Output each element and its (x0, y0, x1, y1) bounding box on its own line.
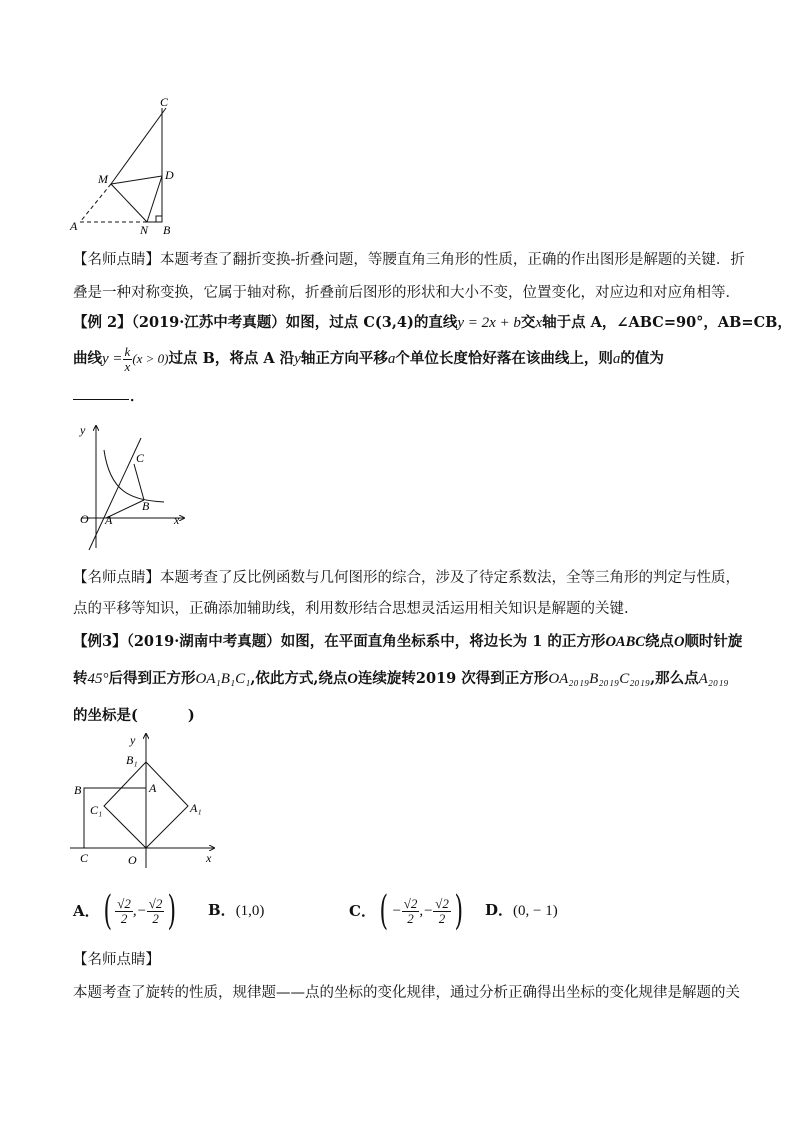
label-c3: C (80, 851, 89, 865)
formula-line: y = 2x + b (457, 315, 521, 331)
label-a3: A (149, 781, 157, 795)
example3-line2: 转45°后得到正方形OA₁B₁C₁,依此方式,绕点O连续旋转2019 次得到正方形OA₂₀₁₉B₂₀₁₉C₂₀₁₉,那么点A₂₀₁₉ (73, 670, 729, 687)
hyperbola-curve (104, 450, 164, 502)
segment-dn (147, 176, 162, 222)
label-o2: O (80, 512, 89, 526)
label-a: A (70, 219, 78, 233)
label-b: B (163, 223, 171, 237)
option-b[interactable]: B．(1,0) (208, 901, 265, 919)
segment-cb2 (134, 464, 144, 500)
label-b3: B (74, 783, 82, 797)
label-m: M (98, 172, 108, 186)
axis3-label-y: y (130, 733, 136, 747)
axis3-label-x: x (206, 851, 212, 865)
option-c[interactable]: C． ( − $\frac{√2}{2}$ ,− $\frac{√2}{2}$ ) (349, 888, 463, 934)
label-c: C (160, 95, 169, 109)
label-a1: A₁ (190, 801, 202, 815)
segment-am-dashed (80, 184, 111, 222)
label-o3: O (128, 853, 137, 867)
tip2-line2: 点的平移等知识，正确添加辅助线，利用数形结合思想灵活运用相关知识是解题的关键. (73, 601, 629, 617)
tip3-line1: 本题考查了旋转的性质，规律题——点的坐标的变化规律，通过分析正确得出坐标的变化规律是解题的关 (73, 985, 740, 1001)
label-n: N (140, 223, 149, 237)
right-angle-mark (156, 216, 162, 222)
example3-line1: 【例3】（2019·湖南中考真题）如图，在平面直角坐标系中，将边长为 1 的正方形OABC绕点O顺时针旋 (73, 633, 743, 650)
figure-hyperbola (72, 420, 192, 555)
label-c1: C₁ (90, 803, 103, 817)
line-through-c (89, 438, 141, 550)
figure-fold-triangle (60, 90, 190, 240)
blank-period: ． (130, 389, 144, 405)
tip2-line1: 【名师点睛】本题考查了反比例函数与几何图形的综合，涉及了待定系数法，全等三角形的判定与性质， (73, 570, 740, 586)
axis-label-y: y (80, 423, 86, 437)
label-a2: A (105, 513, 113, 527)
segment-ac (111, 108, 166, 184)
figure-rotated-square (66, 726, 226, 871)
label-b1: B₁ (126, 753, 138, 767)
segment-mn (111, 184, 147, 222)
label-b2: B (142, 499, 150, 513)
label-d: D (165, 168, 174, 182)
example2-line1: 【例 2】（2019·江苏中考真题）如图，过点 C(3,4)的直线y = 2x + b交x轴于点 A，∠ABC=90°，AB=CB， (73, 314, 792, 331)
example3-line3: 的坐标是( ) (73, 707, 195, 724)
example2-tag: 【例 2】 (73, 314, 132, 331)
example2-source: （2019·江苏中考真题） (131, 314, 286, 331)
segment-md (111, 176, 162, 184)
tip1-line2: 叠是一种对称变换，它属于轴对称，折叠前后图形的形状和大小不变，位置变化，对应边和对应角相等． (73, 285, 740, 301)
option-d[interactable]: D．(0, − 1) (485, 901, 558, 919)
fraction-k-over-x: $\frac{k}{x}$ (124, 343, 131, 374)
axis-label-x: x (174, 513, 180, 527)
label-c2: C (136, 451, 145, 465)
tip1-line1: 【名师点睛】本题考查了翻折变换-折叠问题，等腰直角三角形的性质，正确的作出图形是解题的关键．折 (73, 252, 745, 268)
answer-blank (73, 398, 129, 400)
example2-line2: 曲线y = $\frac{k}{x}$ (x > 0)过点 B，将点 A 沿y轴正方向平移a个单位长度恰好落在该曲线上，则a的值为 (73, 343, 664, 374)
tip3-heading: 【名师点睛】 (73, 952, 160, 968)
option-a[interactable]: A． ( $\frac{√2}{2}$ ,− $\frac{√2}{2}$ ) (73, 888, 177, 934)
